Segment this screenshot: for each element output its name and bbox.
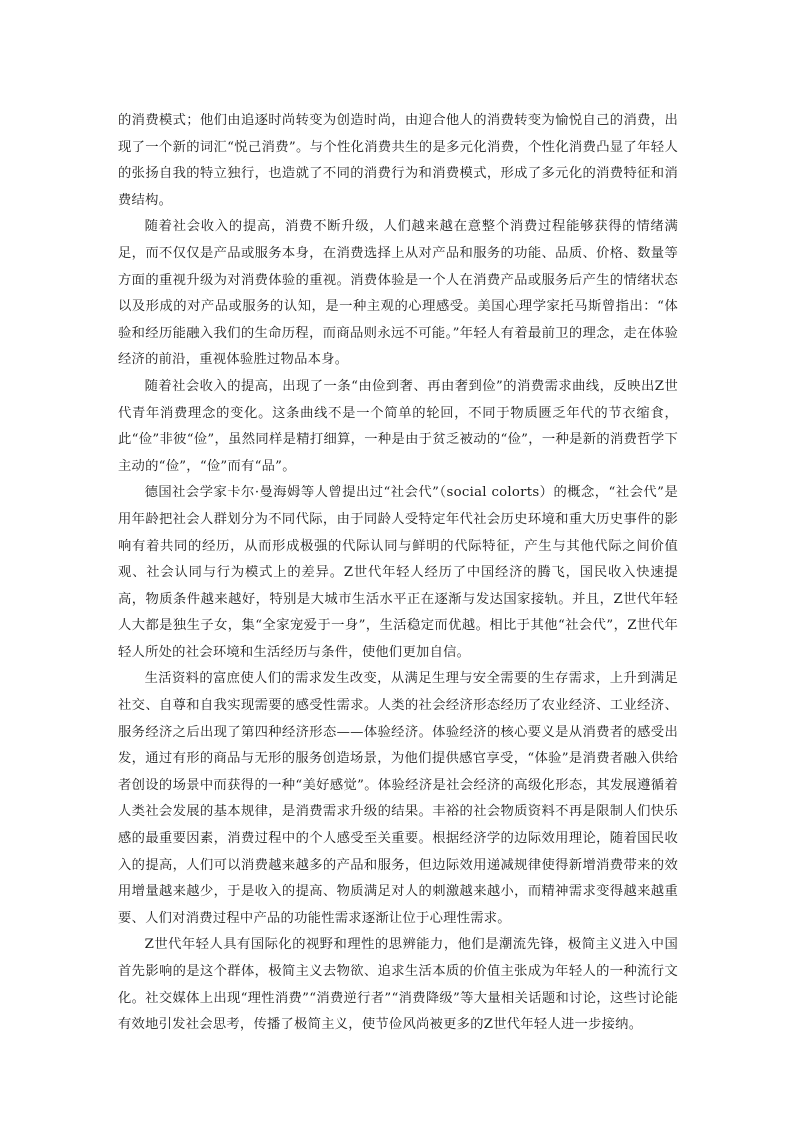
article-body <box>118 108 678 1039</box>
paragraph-2: 随着社会收入的提高，消费不断升级，人们越来越在意整个消费过程能够获得的情绪满足，而不仅仅是产品或服务本身，在消费选择上从对产品和服务的功能、品质、价格、数量等方面的重视升级为对消费体验的重视。消费体验是一个人在消费产品或服务后产生的情绪状态以及形成的对产品或服务的认知，是一种主观的心理感受。美国心理学家托马斯曾指出：“体验和经历能融入我们的生命历程，而商品则永远不可能。”年轻人有着最前卫的理念，走在体验经济的前沿，重视体验胜过物品本身。 <box>118 219 678 368</box>
paragraph-3: 随着社会收入的提高，出现了一条“由俭到奢、再由奢到俭”的消费需求曲线，反映出Z世代青年消费理念的变化。这条曲线不是一个简单的轮回，不同于物质匮乏年代的节衣缩食，此“俭”非彼“俭”，虽然同样是精打细算，一种是由于贫乏被动的“俭”，一种是新的消费哲学下主动的“俭”，“俭”而有“品”。 <box>118 378 678 474</box>
paragraph-6: Z世代年轻人具有国际化的视野和理性的思辨能力，他们是潮流先锋，极简主义进入中国首先影响的是这个群体，极简主义去物欲、追求生活本质的价值主张成为年轻人的一种流行文化。社交媒体上出现“理性消费”“消费逆行者”“消费降级”等大量相关话题和讨论，这些讨论能有效地引发社会思考，传播了极简主义，使节俭风尚被更多的Z世代年轻人进一步接纳。 <box>118 937 678 1033</box>
paragraph-5: 生活资料的富庶使人们的需求发生改变，从满足生理与安全需要的生存需求，上升到满足社交、自尊和自我实现需要的感受性需求。人类的社会经济形态经历了农业经济、工业经济、服务经济之后出现了第四种经济形态——体验经济。体验经济的核心要义是从消费者的感受出发，通过有形的商品与无形的服务创造场景，为他们提供感官享受，“体验”是消费者融入供给者创设的场景中而获得的一种“美好感觉”。体验经济是社会经济的高级化形态，其发展遵循着人类社会发展的基本规律，是消费需求升级的结果。丰裕的社会物质资料不再是限制人们快乐感的最重要因素，消费过程中的个人感受至关重要。根据经济学的边际效用理论，随着国民收入的提高，人们可以消费越来越多的产品和服务，但边际效用递减规律使得新增消费带来的效用增量越来越少，于是收入的提高、物质满足对人的刺激越来越小，而精神需求变得越来越重要、人们对消费过程中产品的功能性需求逐渐让位于心理性需求。 <box>118 671 678 926</box>
paragraph-4: 德国社会学家卡尔·曼海姆等人曾提出过“社会代”（social colorts）的概念，“社会代”是用年龄把社会人群划分为不同代际，由于同龄人受特定年代社会历史环境和重大历史事件的影响有着共同的经历，从而形成极强的代际认同与鲜明的代际特征，产生与其他代际之间价值观、社会认同与行为模式上的差异。Z世代年轻人经历了中国经济的腾飞，国民收入快速提高，物质条件越来越好，特别是大城市生活水平正在逐渐与发达国家接轨。并且，Z世代年轻人大都是独生子女，集“全家宠爱于一身”，生活稳定而优越。相比于其他“社会代”，Z世代年轻人所处的社会环境和生活经历与条件，使他们更加自信。 <box>118 485 678 660</box>
paragraph-1: 的消费模式；他们由追逐时尚转变为创造时尚，由迎合他人的消费转变为愉悦自己的消费，出现了一个新的词汇“悦己消费”。与个性化消费共生的是多元化消费，个性化消费凸显了年轻人的张扬自我的特立独行，也造就了不同的消费行为和消费模式，形成了多元化的消费特征和消费结构。 <box>118 113 678 208</box>
